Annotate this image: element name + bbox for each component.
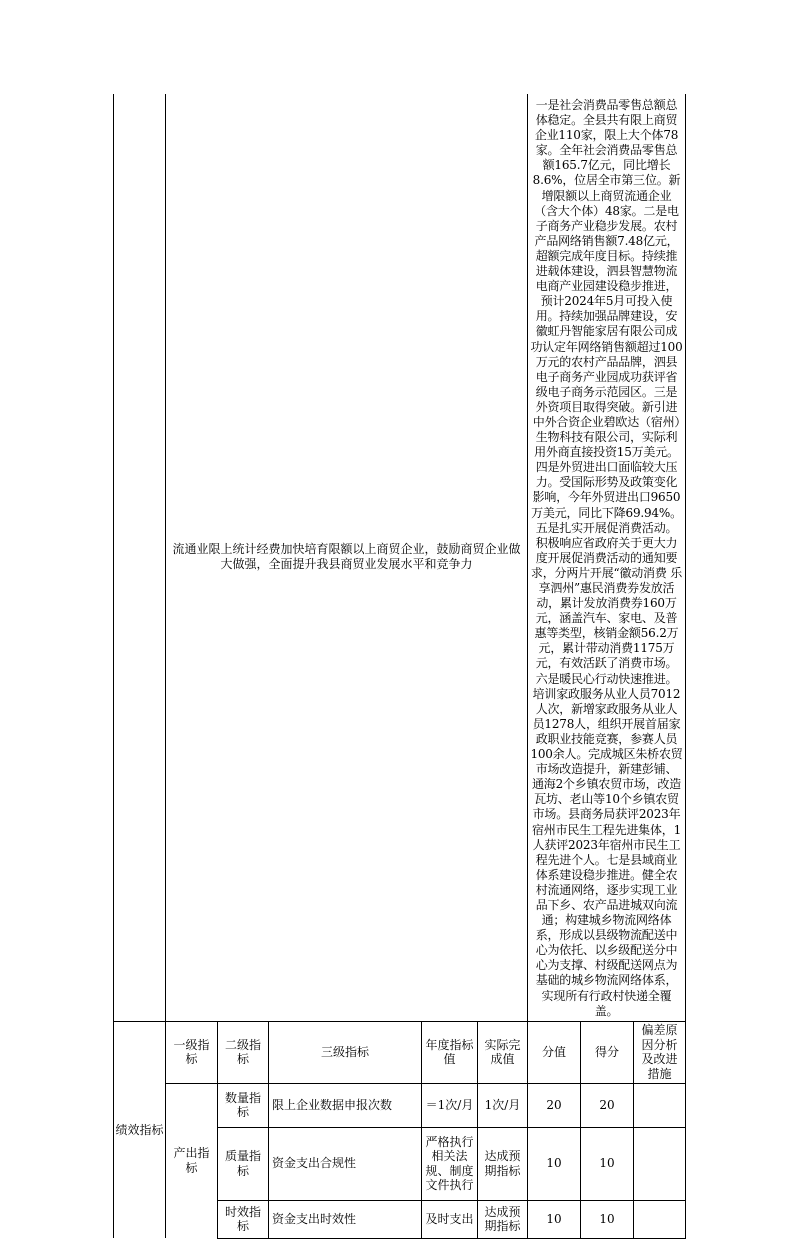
completion-cell: 一是社会消费品零售总额总体稳定。全县共有限上商贸企业110家，限上大个体78家。全年社会消费品零售总额165.7亿元，同比增长8.6%，位居全市第三位。新增限额以上商贸流通企业（含大个体）48家。二是电子商务产业稳步发展。农村产品网络销售额7.48亿元，超额完成年度目标。持续推进载体建设，泗县智慧物流电商产业园建设稳步推进，预计2024年5月可投入使用。持续加强品牌建设，安徽虹丹智能家居有限公司成功认定年网络销售额超过100万元的农村产品品牌，泗县电子商务产业园成功获评省级电子商务示范园区。三是外资项目取得突破。新引进中外合资企业碧欧达（宿州）生物科技有限公司，实际利用外商直接投资15万美元。四是外贸进出口面临较大压力。受国际形势及政策变化影响，今年外贸进出口9650万美元，同比下降69.94%。五是扎实开展促消费活动。积极响应省政府关于更大力度开展促消费活动的通知要求，分两片开展“徽动消费 乐享泗州”惠民消费券发放活动，累计发放消费券160万元，涵盖汽车、家电、及普惠等类型，核销金额56.2万元，累计带动消费1175万元，有效活跃了消费市场。六是暖民心行动快速推进。培训家政服务从业人员7012人次，新增家政服务从业人员1278人，组织开展首届家政职业技能竞赛，参赛人员100余人。完成城区朱桥农贸市场改造提升，新建彭铺、通海2个乡镇农贸市场，改造瓦坊、老山等10个乡镇农贸市场。县商务局获评2023年宿州市民生工程先进集体，1人获评2023年宿州市民生工程先进个人。七是县域商业体系建设稳步推进。健全农村流通网络，逐步实现工业品下乡、农产品进城双向流通；构建城乡物流网络体系，形成以县级物流配送中心为依托、以乡级配送分中心为支撑、村级配送网点为基础的城乡物流网络体系，实现所有行政村快递全覆盖。 [528,94,686,1021]
target-timeliness: 及时支出 [422,1200,478,1238]
header-level3: 三级指标 [269,1021,422,1083]
header-annual-target: 年度指标值 [422,1021,478,1083]
target-quantity: ＝1次/月 [422,1083,478,1127]
header-level2: 二级指标 [218,1021,269,1083]
actual-quantity: 1次/月 [478,1083,528,1127]
header-score: 得分 [581,1021,634,1083]
note-quantity [634,1083,686,1127]
note-quality [634,1127,686,1200]
score-timeliness: 10 [581,1200,634,1238]
level2-timeliness: 时效指标 [218,1200,269,1238]
level2-quality: 质量指标 [218,1127,269,1200]
level2-quantity: 数量指标 [218,1083,269,1127]
header-actual: 实际完成值 [478,1021,528,1083]
note-timeliness [634,1200,686,1238]
value-quantity: 20 [528,1083,581,1127]
score-quantity: 20 [581,1083,634,1127]
level3-timeliness: 资金支出时效性 [269,1200,422,1238]
target-quality: 严格执行相关法规、制度文件执行 [422,1127,478,1200]
actual-timeliness: 达成预期指标 [478,1200,528,1238]
header-level1: 一级指标 [166,1021,218,1083]
level3-quality: 资金支出合规性 [269,1127,422,1200]
value-quality: 10 [528,1127,581,1200]
value-timeliness: 10 [528,1200,581,1238]
annual-goal-cell: 流通业限上统计经费加快培育限额以上商贸企业，鼓励商贸企业做大做强，全面提升我县商贸业发展水平和竞争力 [166,94,528,1021]
upper-blank-cell [114,94,166,1021]
actual-quality: 达成预期指标 [478,1127,528,1200]
header-deviation: 偏差原因分析及改进措施 [634,1021,686,1083]
performance-label: 绩效指标 [114,1021,166,1238]
score-quality: 10 [581,1127,634,1200]
level3-quantity: 限上企业数据申报次数 [269,1083,422,1127]
header-score-value: 分值 [528,1021,581,1083]
level1-output: 产出指标 [166,1083,218,1238]
performance-table [113,94,686,1239]
